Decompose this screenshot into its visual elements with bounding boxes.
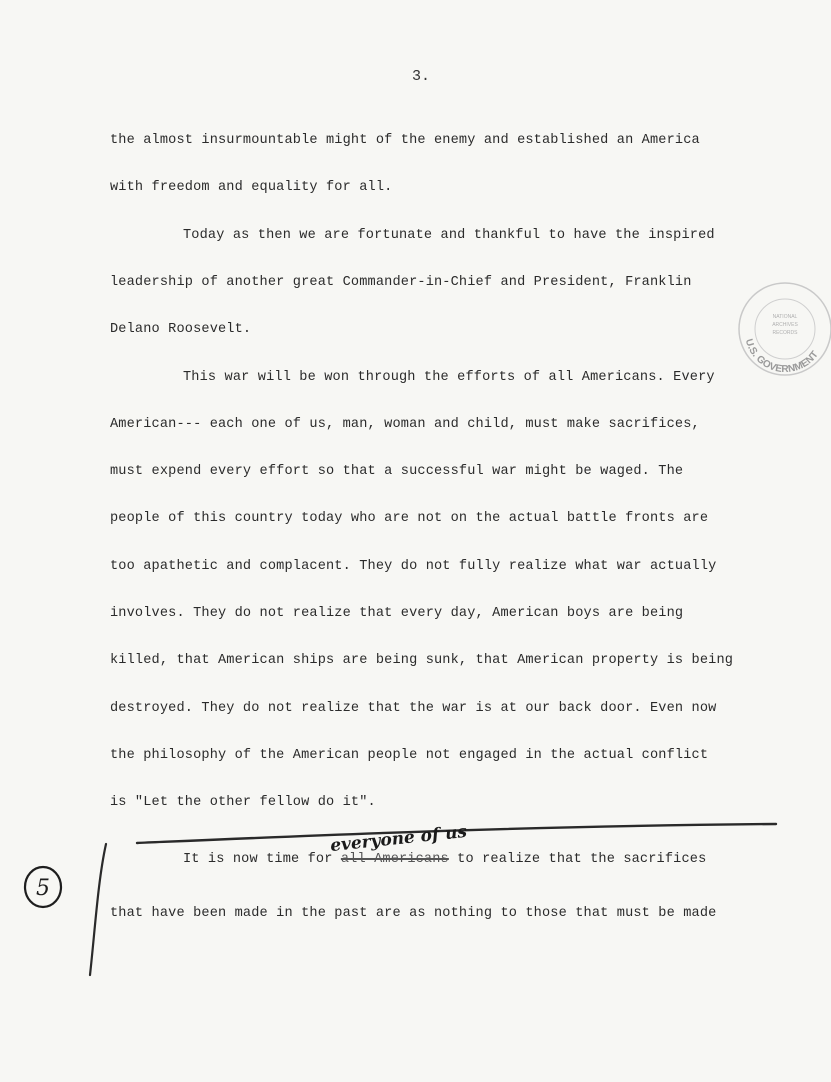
typed-text-line: is "Let the other fellow do it". bbox=[110, 795, 376, 811]
circled-margin-number bbox=[22, 864, 64, 910]
stamp-inner-line: RECORDS bbox=[772, 330, 798, 336]
typed-text-line: people of this country today who are not on the actual battle fronts are bbox=[110, 511, 709, 527]
typed-text-line: American--- each one of us, man, woman and child, must make sacrifices, bbox=[110, 416, 700, 432]
stamp-inner-line: ARCHIVES bbox=[772, 322, 798, 328]
stamp-inner-line: NATIONAL bbox=[772, 314, 798, 320]
struck-through-text: all Americans bbox=[340, 852, 449, 867]
typed-text-line: the almost insurmountable might of the enemy and established an America bbox=[110, 133, 700, 148]
typed-text-line: leadership of another great Commander-in-Chief and President, Franklin bbox=[110, 274, 692, 290]
edited-text-before: It is now time for bbox=[183, 852, 341, 867]
typed-text-line: destroyed. They do not realize that the war is at our back door. Even now bbox=[110, 700, 717, 716]
edited-paragraph-line bbox=[183, 852, 706, 867]
typed-text-line: killed, that American ships are being sunk, that American property is being bbox=[110, 653, 734, 669]
typed-text-line: Today as then we are fortunate and thankful to have the inspired bbox=[183, 227, 715, 243]
edited-paragraph-line-2: that have been made in the past are as nothing to those that must be made bbox=[110, 906, 717, 921]
stamp-ring-text: U.S. GOVERNMENT bbox=[742, 337, 821, 376]
typed-text-line: too apathetic and complacent. They do not fully realize what war actually bbox=[110, 558, 717, 574]
typed-text-line: the philosophy of the American people not engaged in the actual conflict bbox=[110, 747, 709, 763]
typed-text-line: This war will be won through the efforts of all Americans. Every bbox=[183, 369, 715, 385]
typed-text-line: involves. They do not realize that every day, American boys are being bbox=[110, 606, 684, 621]
page-number: 3. bbox=[412, 68, 431, 85]
handwritten-insertion: everyone of us bbox=[329, 821, 468, 857]
typed-text-line: must expend every effort so that a successful war might be waged. The bbox=[110, 464, 684, 480]
typed-text-line: Delano Roosevelt. bbox=[110, 322, 252, 338]
archive-stamp bbox=[733, 280, 831, 378]
edited-text-after: to realize that the sacrifices bbox=[448, 852, 707, 867]
typed-text-line: with freedom and equality for all. bbox=[110, 180, 393, 196]
margin-note-number: 5 bbox=[36, 876, 50, 901]
